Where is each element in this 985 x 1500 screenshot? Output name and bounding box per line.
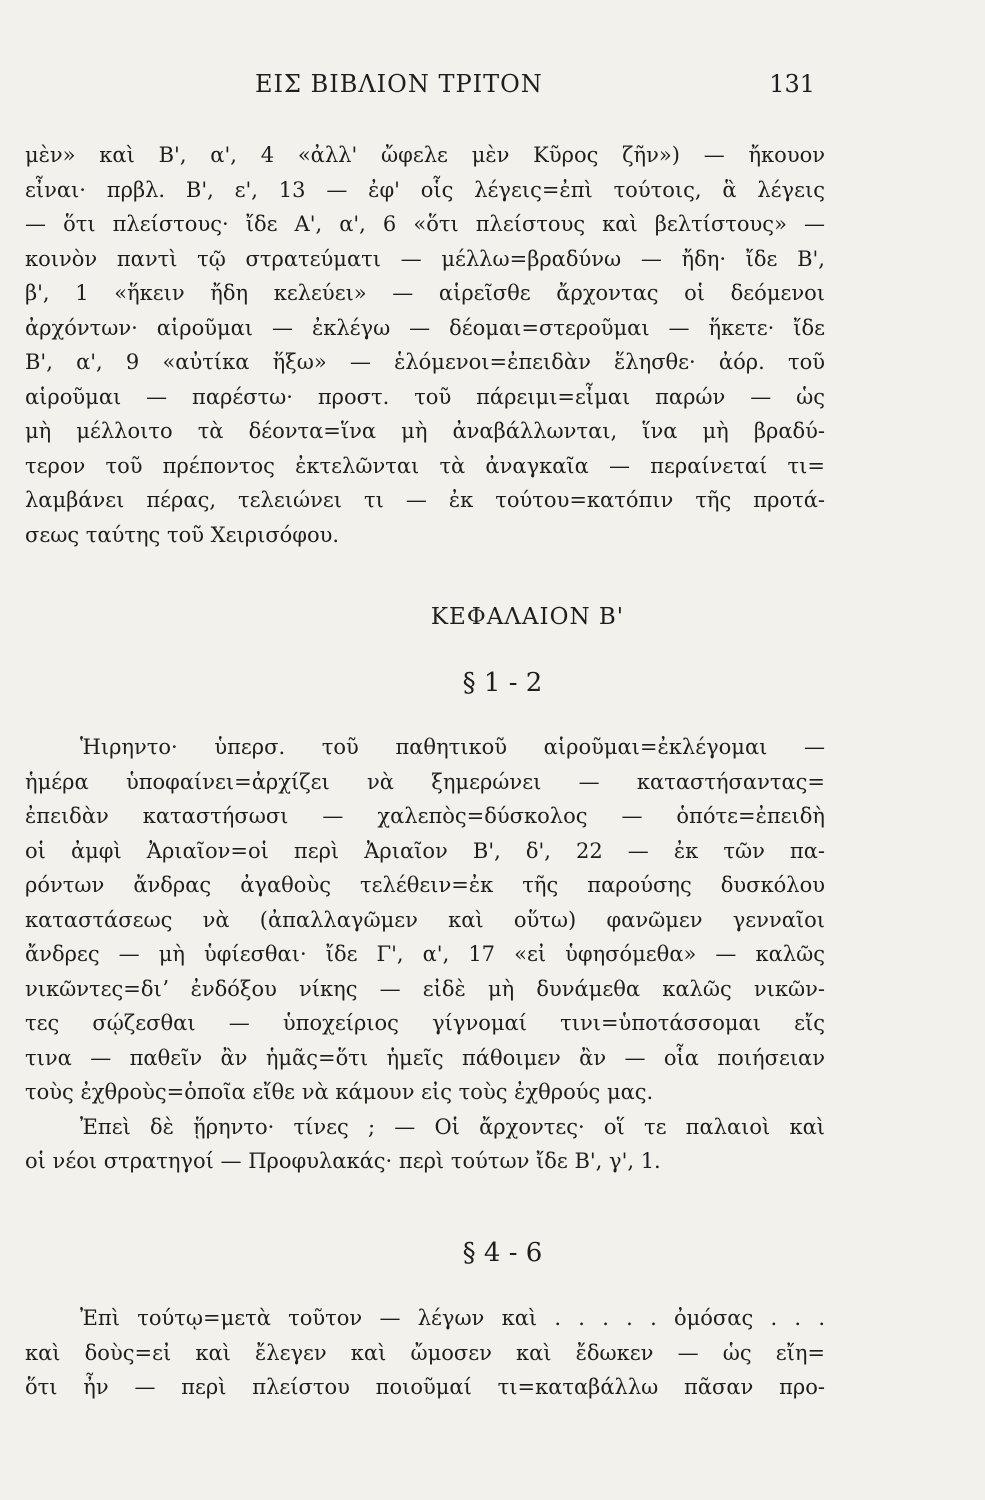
running-head xyxy=(255,70,815,110)
text-line: μὴ μέλλοιτο τὰ δέοντα=ἵνα μὴ ἀναβάλλωνται, ἵνα μὴ βραδύ- xyxy=(25,419,825,443)
text-line: Ἡιρηντο· ὑπερσ. τοῦ παθητικοῦ αἱροῦμαι=ἐκλέγομαι — xyxy=(80,735,825,759)
text-line: ἡμέρα ὑποφαίνει=ἀρχίζει νὰ ξημερώνει — καταστήσαντας= xyxy=(25,769,825,794)
text-line: αἱροῦμαι — παρέστω· προστ. τοῦ πάρειμι=εἶμαι παρών — ὡς xyxy=(25,384,825,409)
text-line: μὲν» καὶ Β', α', 4 «ἀλλ' ὤφελε μὲν Κῦρος ζῆν») — ἤκουον xyxy=(25,143,825,167)
text-line: οἱ ἀμφὶ Ἀριαῖον=οἱ περὶ Ἀριαῖον Β', δ', 22 — ἐκ τῶν πα- xyxy=(25,838,825,863)
text-line: εἶναι· πρβλ. Β', ε', 13 — ἐφ' οἷς λέγεις=ἐπὶ τούτοις, ἃ λέγεις xyxy=(25,177,825,202)
section-heading: § 1 - 2 xyxy=(462,668,543,698)
text-line: — ὅτι πλείστους· ἴδε Α', α', 6 «ὅτι πλείστους καὶ βελτίστους» — xyxy=(25,212,825,236)
text-line: νικῶντες=διʼ ἐνδόξου νίκης — εἰδὲ μὴ δυνάμεθα καλῶς νικῶν- xyxy=(25,976,825,1001)
chapter-heading: ΚΕΦΑΛΑΙΟΝ Β' xyxy=(430,604,625,630)
text-line: τες σῴζεσθαι — ὑποχείριος γίγνομαί τινι=ὑποτάσσομαι εἴς xyxy=(25,1011,825,1035)
commentary-block-3 xyxy=(25,1301,825,1405)
text-line: οἱ νέοι στρατηγοί — Προφυλακάς· περὶ τούτων ἴδε Β', γ', 1. xyxy=(25,1149,661,1173)
text-line: τερον τοῦ πρέποντος ἐκτελῶνται τὰ ἀναγκαῖα — περαίνεταί τι= xyxy=(25,453,825,478)
text-line: ἄνδρες — μὴ ὑφίεσθαι· ἴδε Γ', α', 17 «εἰ ὑφησόμεθα» — καλῶς xyxy=(25,942,825,966)
text-line: κοινὸν παντὶ τῷ στρατεύματι — μέλλω=βραδύνω — ἤδη· ἴδε Β', xyxy=(25,246,825,271)
page-number: 131 xyxy=(769,70,815,98)
commentary-block-2 xyxy=(25,730,825,1179)
text-line: καὶ δοὺς=εἰ καὶ ἔλεγεν καὶ ὤμοσεν καὶ ἔδωκεν — ὡς εἴη= xyxy=(25,1340,825,1365)
text-line: τινα — παθεῖν ἂν ἡμᾶς=ὅτι ἡμεῖς πάθοιμεν ἂν — οἷα ποιήσειαν xyxy=(25,1045,825,1070)
text-line: σεως ταύτης τοῦ Χειρισόφου. xyxy=(25,522,340,547)
text-line: β', 1 «ἥκειν ἤδη κελεύει» — αἱρεῖσθε ἄρχοντας οἱ δεόμενοι xyxy=(25,281,825,305)
commentary-block-1 xyxy=(25,138,825,552)
text-line: τοὺς ἐχθροὺς=ὁποῖα εἴθε νὰ κάμουν εἰς τοὺς ἐχθρούς μας. xyxy=(25,1080,654,1104)
text-line: ὅτι ἦν — περὶ πλείστου ποιοῦμαί τι=καταβάλλω πᾶσαν προ- xyxy=(25,1375,825,1399)
text-line: Ἐπεὶ δὲ ᾕρηντο· τίνες ; — Οἱ ἄρχοντες· οἵ τε παλαιοὶ καὶ xyxy=(80,1114,825,1139)
text-line: καταστάσεως νὰ (ἀπαλλαγῶμεν καὶ οὕτω) φανῶμεν γενναῖοι xyxy=(25,907,825,932)
text-line: Ἐπὶ τούτῳ=μετὰ τοῦτον — λέγων καὶ . . . . . ὀμόσας . . . xyxy=(80,1306,825,1330)
text-line: ἀρχόντων· αἱροῦμαι — ἐκλέγω — δέομαι=στεροῦμαι — ἥκετε· ἴδε xyxy=(25,315,825,340)
running-title: ΕΙΣ ΒΙΒΛΙΟΝ ΤΡΙΤΟΝ xyxy=(255,70,543,98)
text-line: ἐπειδὰν καταστήσωσι — χαλεπὸς=δύσκολος — ὁπότε=ἐπειδὴ xyxy=(25,804,825,828)
text-line: λαμβάνει πέρας, τελειώνει τι — ἐκ τούτου=κατόπιν τῆς προτά- xyxy=(25,488,825,512)
text-line: ρόντων ἄνδρας ἀγαθοὺς τελέθειν=ἐκ τῆς παρούσης δυσκόλου xyxy=(25,873,825,897)
section-heading: § 4 - 6 xyxy=(462,1238,543,1268)
text-line: Β', α', 9 «αὐτίκα ἥξω» — ἑλόμενοι=ἐπειδὰν ἕλησθε· ἀόρ. τοῦ xyxy=(25,350,825,374)
